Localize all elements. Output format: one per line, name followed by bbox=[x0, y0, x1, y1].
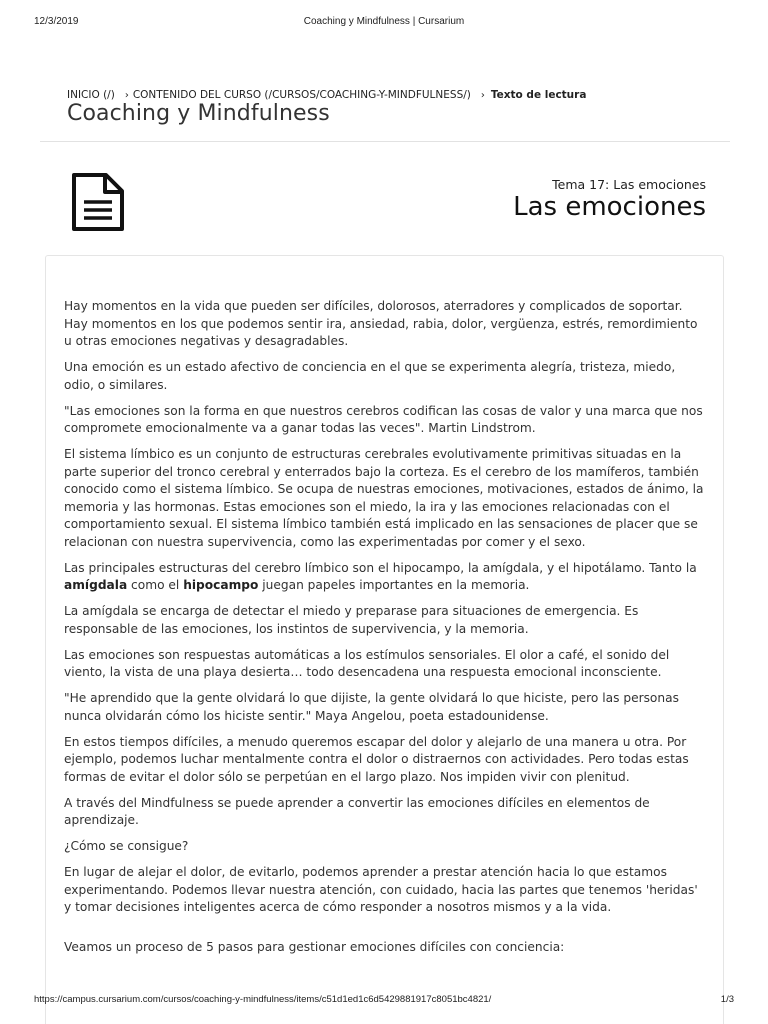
bold-term-hipocampo: hipocampo bbox=[183, 578, 259, 592]
paragraph: La amígdala se encarga de detectar el miedo y preparase para situaciones de emergencia. Es responsable de las emociones, los instintos de supervivencia, y la memoria. bbox=[64, 604, 639, 636]
course-title: Coaching y Mindfulness bbox=[67, 101, 330, 126]
paragraph: Una emoción es un estado afectivo de conciencia en el que se experimenta alegría, tristeza, miedo, odio, o similares. bbox=[64, 360, 676, 392]
breadcrumb bbox=[67, 89, 586, 101]
paragraph: En estos tiempos difíciles, a menudo queremos escapar del dolor y alejarlo de una manera u otra. Por ejemplo, podemos luchar mentalmente contra el dolor o distraernos con actividades. Pero todas estas formas de evitar el dolor sólo se perpetúan en el largo plazo. Nos impiden vivir con plenitud. bbox=[64, 734, 689, 784]
paragraph: "Las emociones son la forma en que nuestros cerebros codifican las cosas de valor y una marca que nos compromete emocionalmente va a ganar todas las veces". Martin Lindstrom. bbox=[64, 403, 703, 435]
breadcrumb-current: Texto de lectura bbox=[490, 89, 587, 101]
breadcrumb-home-link[interactable]: INICIO (/) bbox=[67, 89, 115, 101]
print-url: https://campus.cursarium.com/cursos/coaching-y-mindfulness/items/c51d1ed1c6d5429881917c8051bc4821/ bbox=[34, 994, 492, 1005]
topic-label: Tema 17: Las emociones bbox=[552, 177, 706, 192]
header-divider bbox=[40, 141, 730, 142]
paragraph: En lugar de alejar el dolor, de evitarlo, podemos aprender a prestar atención hacia lo que estamos experimentando. Podemos llevar nuestra atención, con cuidado, hacia las partes que tenemos 'heridas' y tomar decisiones inteligentes acerca de cómo responder a nosotros mismos y a la vida. bbox=[64, 865, 698, 914]
page-title: Las emociones bbox=[513, 192, 706, 222]
paragraph-text: juegan papeles importantes en la memoria. bbox=[258, 578, 530, 592]
paragraph: Las emociones son respuestas automáticas a los estímulos sensoriales. El olor a café, el sonido del viento, la vista de una playa desierta… todo desencadena una respuesta emocional inconsciente. bbox=[64, 647, 670, 679]
document-lines-icon bbox=[70, 172, 126, 232]
paragraph: El sistema límbico es un conjunto de estructuras cerebrales evolutivamente primitivas situadas en la parte superior del tronco cerebral y enterrados bajo la corteza. Es el cerebro de los mamíferos, también conocido como el sistema límbico. Se ocupa de nuestras emociones, motivaciones, estados de ánimo, la memoria y las hormonas. Estas emociones son el miedo, la ira y las emociones relacionadas con el comportamiento sexual. El sistema límbico también está implicado en las sensaciones de placer que se relacionan con nuestra supervivencia, como las experimentadas por comer y el sexo. bbox=[64, 447, 704, 549]
paragraph: Veamos un proceso de 5 pasos para gestionar emociones difíciles con conciencia: bbox=[64, 939, 565, 954]
paragraph bbox=[64, 560, 706, 595]
paragraph: "He aprendido que la gente olvidará lo que dijiste, la gente olvidará lo que hiciste, pero las personas nunca olvidarán cómo los hiciste sentir." Maya Angelou, poeta estadounidense. bbox=[64, 691, 679, 723]
chevron-right-icon: › bbox=[124, 89, 129, 101]
chevron-right-icon: › bbox=[480, 89, 485, 101]
reading-content bbox=[64, 298, 706, 965]
bold-term-amigdala: amígdala bbox=[64, 578, 128, 592]
print-footer bbox=[0, 994, 768, 1008]
paragraph-text: Las principales estructuras del cerebro límbico son el hipocampo, la amígdala, y el hipotálamo. Tanto la bbox=[64, 560, 697, 575]
paragraph: Hay momentos en la vida que pueden ser difíciles, dolorosos, aterradores y complicados de soportar. Hay momentos en los que podemos sentir ira, ansiedad, rabia, dolor, vergüenza, estrés, remordimiento u otras emociones negativas y desagradables. bbox=[64, 299, 698, 348]
paragraph: ¿Cómo se consigue? bbox=[64, 839, 189, 853]
paragraph-text: como el bbox=[127, 578, 184, 592]
print-page-number: 1/3 bbox=[720, 994, 734, 1005]
print-date: 12/3/2019 bbox=[34, 16, 79, 27]
breadcrumb-course-link[interactable]: CONTENIDO DEL CURSO (/CURSOS/COACHING-Y-MINDFULNESS/) bbox=[132, 89, 471, 101]
paragraph: A través del Mindfulness se puede aprender a convertir las emociones difíciles en elementos de aprendizaje. bbox=[64, 795, 650, 827]
print-page-title: Coaching y Mindfulness | Cursarium bbox=[303, 16, 465, 27]
print-header bbox=[0, 16, 768, 32]
